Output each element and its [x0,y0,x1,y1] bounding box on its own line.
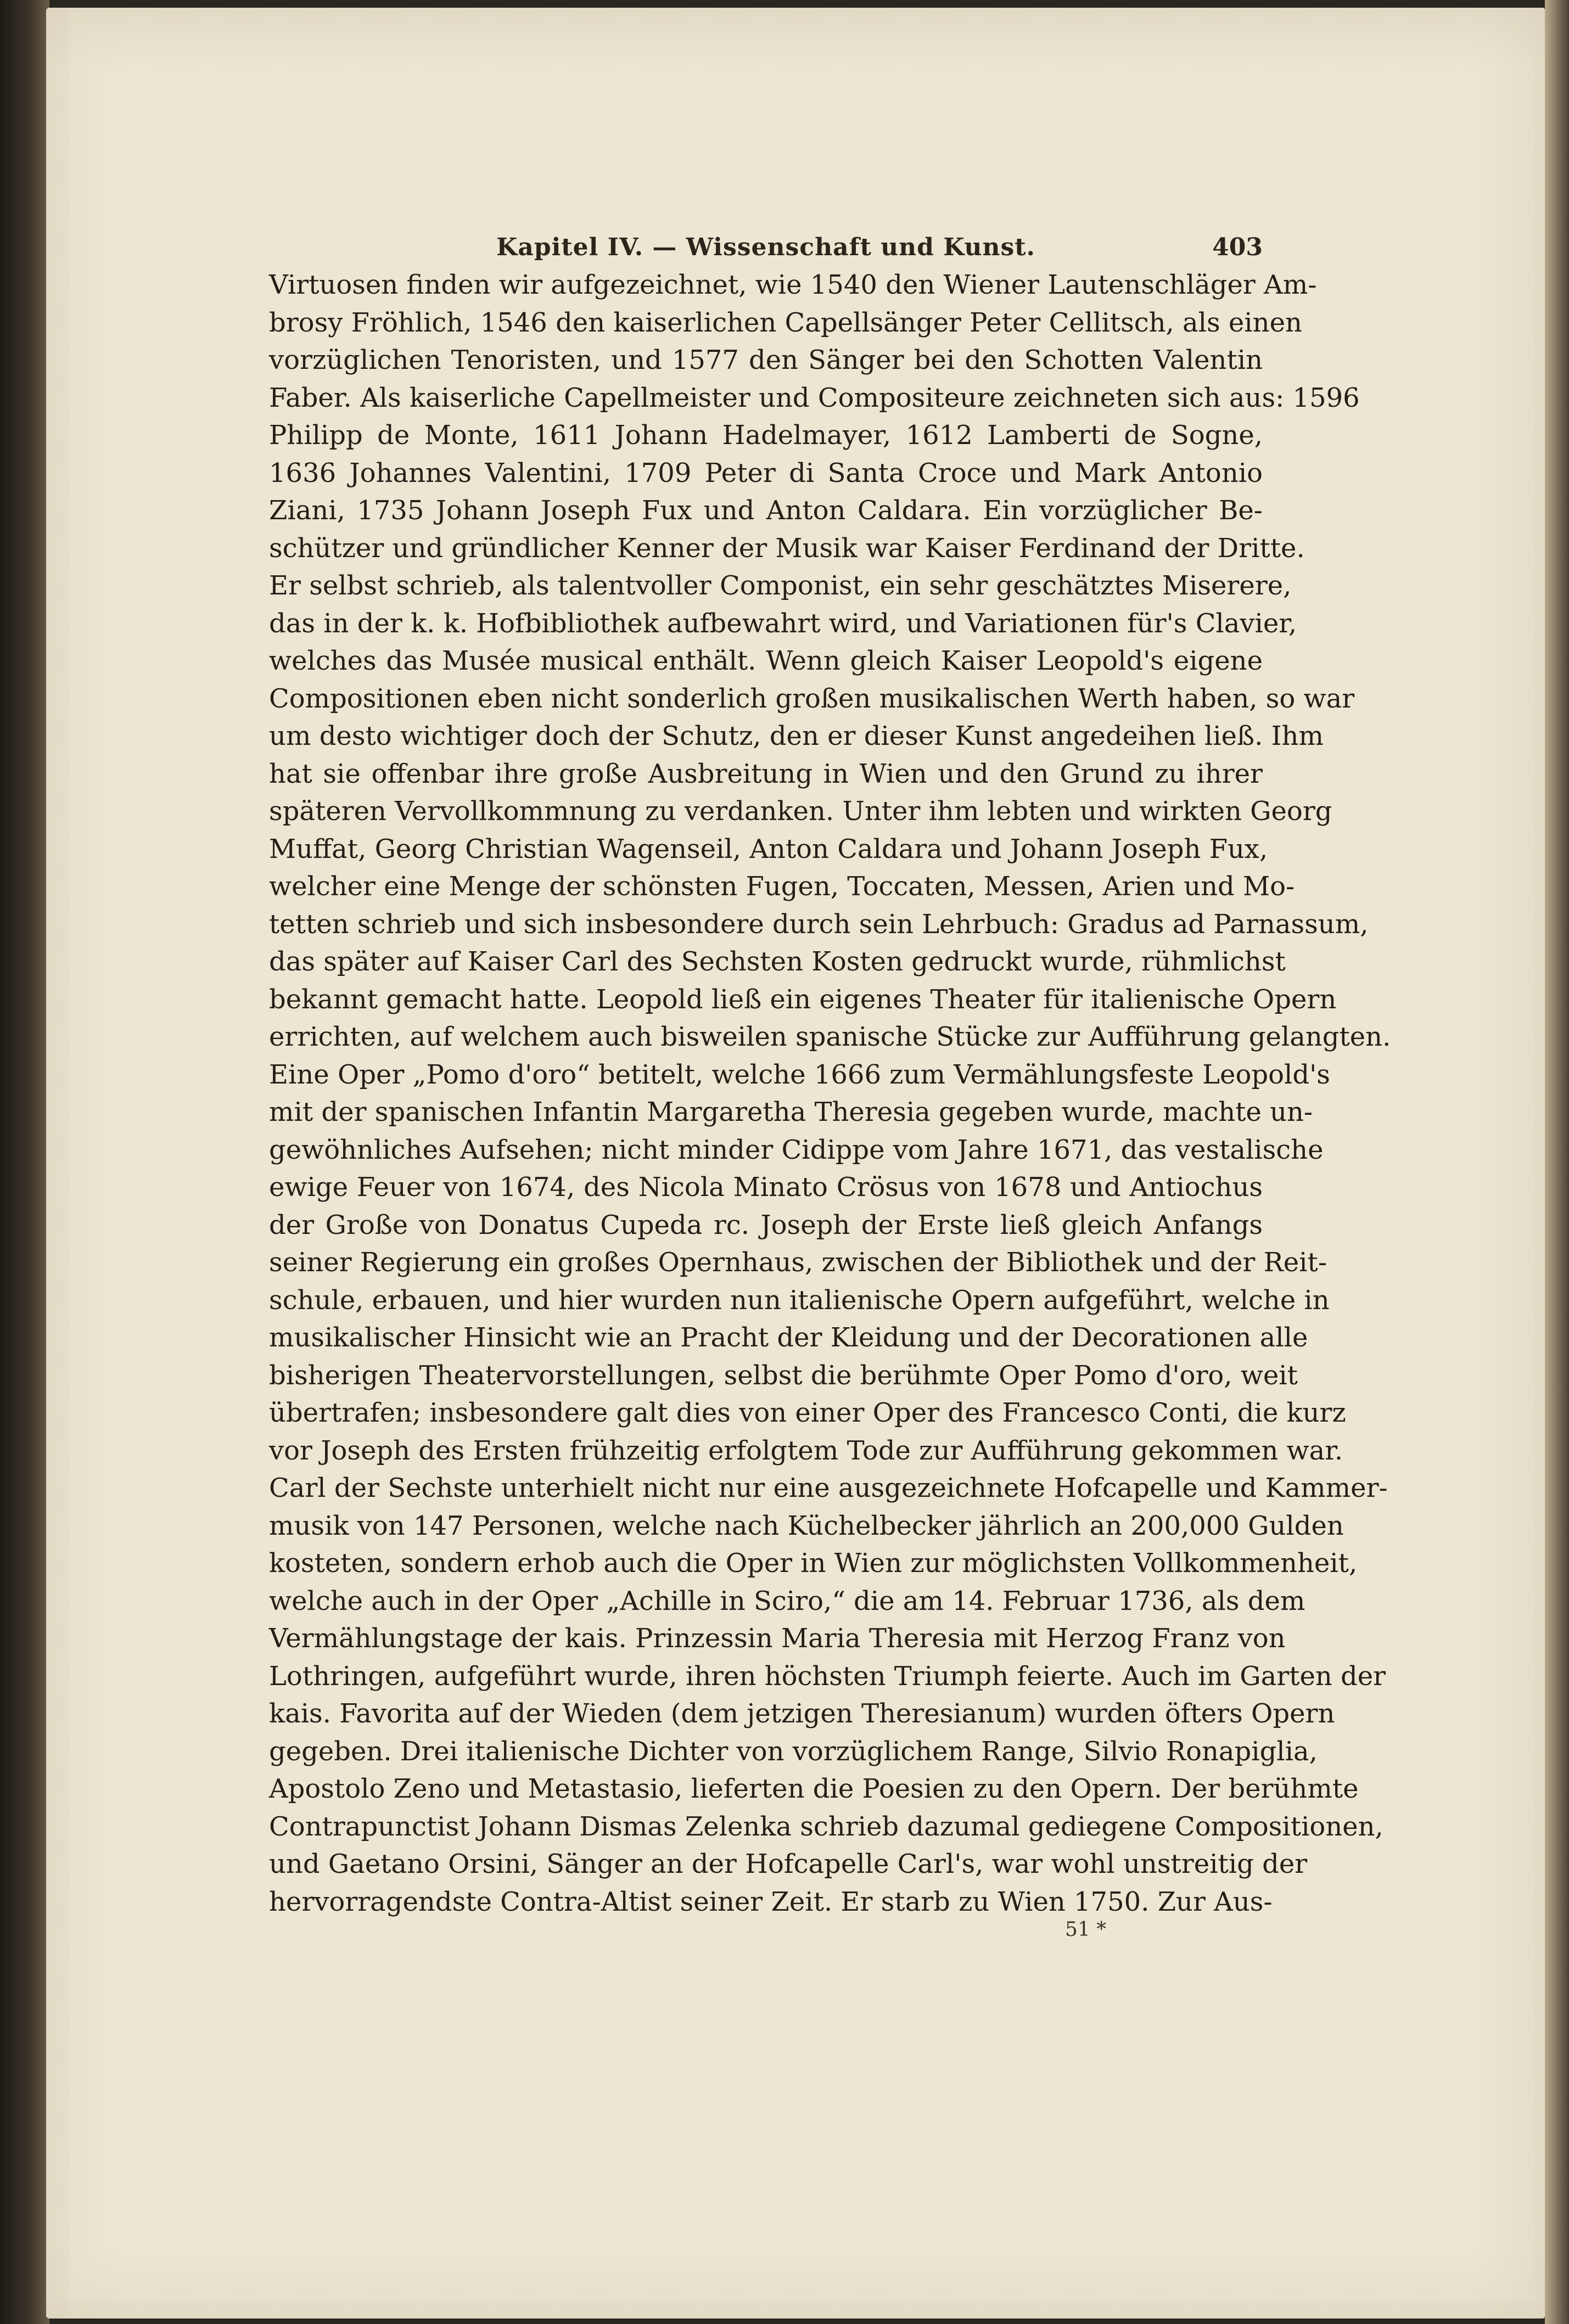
text-line: schule, erbauen, und hier wurden nun italienische Opern aufgeführt, welche in [269,1284,1330,1316]
text-line: Apostolo Zeno und Metastasio, lieferten die Poesien zu den Opern. Der berühmte [269,1773,1359,1804]
text-line: Vermählungstage der kais. Prinzessin Maria Theresia mit Herzog Franz von [269,1623,1286,1654]
page-edge [1545,0,1569,2324]
text-line: welches das Musée musical enthält. Wenn gleich Kaiser Leopold's eigene [269,645,1263,676]
text-line: Lothringen, aufgeführt wurde, ihren höchsten Triumph feierte. Auch im Garten der [269,1660,1386,1692]
text-line: vorzüglichen Tenoristen, und 1577 den Sänger bei den Schotten Valentin [269,345,1263,375]
text-line: Er selbst schrieb, als talentvoller Componist, ein sehr geschätztes Miserere, [269,570,1292,601]
text-line: Contrapunctist Johann Dismas Zelenka schrieb dazumal gediegene Compositionen, [269,1811,1383,1842]
text-line: mit der spanischen Infantin Margaretha Theresia gegeben wurde, machte un- [269,1097,1313,1127]
text-line: hat sie offenbar ihre große Ausbreitung in Wien und den Grund zu ihrer [269,758,1263,789]
text-line: und Gaetano Orsini, Sänger an der Hofcapelle Carl's, war wohl unstreitig der [269,1849,1308,1879]
text-line: 1636 Johannes Valentini, 1709 Peter di Santa Croce und Mark Antonio [269,457,1263,489]
body-text [269,266,1391,1921]
text-line: tetten schrieb und sich insbesondere durch sein Lehrbuch: Gradus ad Parnassum, [269,908,1369,940]
text-line: Carl der Sechste unterhielt nicht nur eine ausgezeichnete Hofcapelle und Kammer- [269,1473,1388,1503]
text-line: kais. Favorita auf der Wieden (dem jetzigen Theresianum) wurden öfters Opern [269,1698,1335,1729]
text-line: das in der k. k. Hofbibliothek aufbewahrt wird, und Variationen für's Clavier, [269,608,1297,639]
text-line: Muffat, Georg Christian Wagenseil, Anton Caldara und Johann Joseph Fux, [269,833,1268,865]
text-line: welche auch in der Oper „Achille in Sciro,“ die am 14. Februar 1736, als dem [269,1585,1305,1616]
text-line: bisherigen Theatervorstellungen, selbst die berühmte Oper Pomo d'oro, weit [269,1360,1298,1391]
text-line: gewöhnliches Aufsehen; nicht minder Cidippe vom Jahre 1671, das vestalische [269,1134,1324,1165]
text-line: kosteten, sondern erhob auch die Oper in Wien zur möglichsten Vollkommenheit, [269,1548,1358,1579]
text-line: errichten, auf welchem auch bisweilen spanische Stücke zur Aufführung gelangten. [269,1021,1391,1052]
text-line: brosy Fröhlich, 1546 den kaiserlichen Capellsänger Peter Cellitsch, als einen [269,307,1302,338]
text-line: Faber. Als kaiserliche Capellmeister und Compositeure zeichneten sich aus: 1596 [269,382,1360,413]
text-line: Compositionen eben nicht sonderlich großen musikalischen Werth haben, so war [269,683,1355,714]
text-line: Ziani, 1735 Johann Joseph Fux und Anton Caldara. Ein vorzüglicher Be- [269,495,1263,526]
text-line: gegeben. Drei italienische Dichter von vorzüglichem Range, Silvio Ronapiglia, [269,1736,1318,1767]
book-binding [0,0,49,2324]
text-line: seiner Regierung ein großes Opernhaus, zwischen der Bibliothek und der Reit- [269,1247,1327,1278]
text-line: hervorragendste Contra-Altist seiner Zeit. Er starb zu Wien 1750. Zur Aus- [269,1886,1273,1917]
text-line: Virtuosen finden wir aufgezeichnet, wie 1540 den Wiener Lautenschläger Am- [269,270,1317,300]
text-line: bekannt gemacht hatte. Leopold ließ ein eigenes Theater für italienische Opern [269,984,1337,1015]
text-line: Eine Oper „Pomo d'oro“ betitelt, welche 1666 zum Vermählungsfeste Leopold's [269,1059,1330,1090]
chapter-title: Kapitel IV. — Wissenschaft und Kunst. [496,233,1035,261]
text-line: musikalischer Hinsicht wie an Pracht der Kleidung und der Decorationen alle [269,1322,1308,1353]
text-line: das später auf Kaiser Carl des Sechsten Kosten gedruckt wurde, rühmlichst [269,946,1286,977]
text-line: späteren Vervollkommnung zu verdanken. Unter ihm lebten und wirkten Georg [269,796,1332,827]
text-line: vor Joseph des Ersten frühzeitig erfolgtem Tode zur Aufführung gekommen war. [269,1435,1343,1466]
page-number: 403 [1212,233,1263,261]
text-line: welcher eine Menge der schönsten Fugen, Toccaten, Messen, Arien und Mo- [269,871,1295,902]
signature-mark: 51 * [1065,1918,1107,1941]
text-line: der Große von Donatus Cupeda rc. Joseph der Erste ließ gleich Anfangs [269,1209,1263,1240]
text-line: übertrafen; insbesondere galt dies von einer Oper des Francesco Conti, die kurz [269,1397,1346,1428]
running-header [269,228,1263,266]
text-line: schützer und gründlicher Kenner der Musik war Kaiser Ferdinand der Dritte. [269,532,1305,564]
text-line: um desto wichtiger doch der Schutz, den er dieser Kunst angedeihen ließ. Ihm [269,721,1324,751]
text-line: ewige Feuer von 1674, des Nicola Minato Crösus von 1678 und Antiochus [269,1172,1263,1203]
text-line: Philipp de Monte, 1611 Johann Hadelmayer, 1612 Lamberti de Sogne, [269,420,1263,451]
text-line: musik von 147 Personen, welche nach Küchelbecker jährlich an 200,000 Gulden [269,1510,1344,1541]
